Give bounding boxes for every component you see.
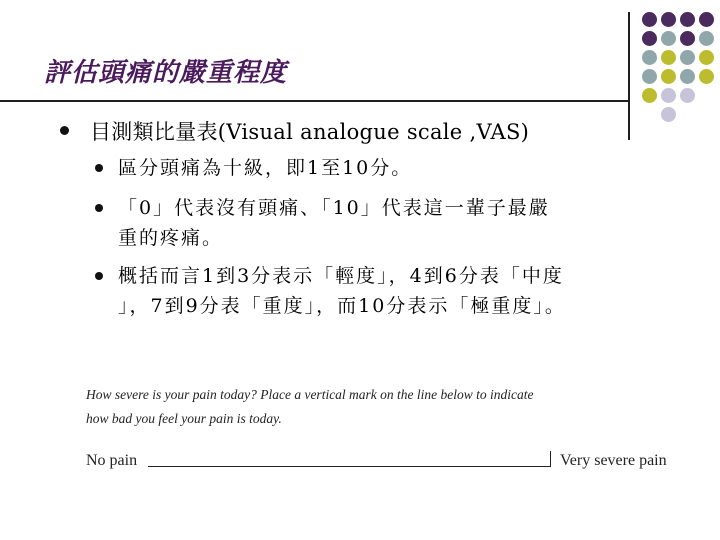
vas-scale	[86, 450, 686, 474]
vas-scale-end-tick	[550, 451, 551, 467]
decor-dot	[642, 50, 657, 65]
sub-point-1-line1: 區分頭痛為十級，即1至10分。	[118, 157, 413, 179]
decor-dot	[680, 88, 695, 103]
vertical-divider	[628, 12, 630, 140]
sub-bullet-dot	[95, 164, 103, 172]
decor-dot	[642, 69, 657, 84]
decor-dot	[680, 50, 695, 65]
vas-question-line1: How severe is your pain today? Place a vertical mark on the line below to indicate	[86, 387, 534, 402]
decorative-dot-grid	[640, 10, 720, 120]
decor-dot	[699, 50, 714, 65]
main-point-text: 目測類比量表(Visual analogue scale ,VAS)	[90, 120, 530, 144]
decor-dot	[699, 31, 714, 46]
decor-dot	[642, 12, 657, 27]
decor-dot	[680, 69, 695, 84]
decor-dot	[661, 69, 676, 84]
vas-scale-line	[148, 466, 550, 467]
decor-dot	[642, 31, 657, 46]
decor-dot	[661, 50, 676, 65]
vas-left-label: No pain	[86, 452, 138, 469]
vas-right-label: Very severe pain	[560, 452, 667, 469]
sub-bullet-dot	[95, 272, 103, 280]
decor-dot	[661, 12, 676, 27]
decor-dot	[642, 88, 657, 103]
sub-point-2-line2: 重的疼痛。	[118, 227, 224, 249]
decor-dot	[680, 12, 695, 27]
decor-dot	[699, 69, 714, 84]
decor-dot	[699, 12, 714, 27]
main-bullet-dot	[60, 126, 69, 135]
sub-point-3-line2: 」，7到9分表「重度」，而10分表示「極重度」。	[118, 295, 566, 317]
slide-title: 評估頭痛的嚴重程度	[44, 58, 288, 88]
decor-dot	[680, 31, 695, 46]
decor-dot	[661, 31, 676, 46]
sub-bullet-dot	[95, 204, 103, 212]
title-divider	[0, 100, 628, 102]
decor-dot	[661, 107, 676, 122]
sub-point-2-line1: 「0」代表沒有頭痛、「10」代表這一輩子最嚴	[118, 197, 550, 219]
decor-dot	[661, 88, 676, 103]
vas-question-line2: how bad you feel your pain is today.	[86, 411, 282, 426]
sub-point-3-line1: 概括而言1到3分表示「輕度」，4到6分表「中度	[118, 265, 564, 287]
